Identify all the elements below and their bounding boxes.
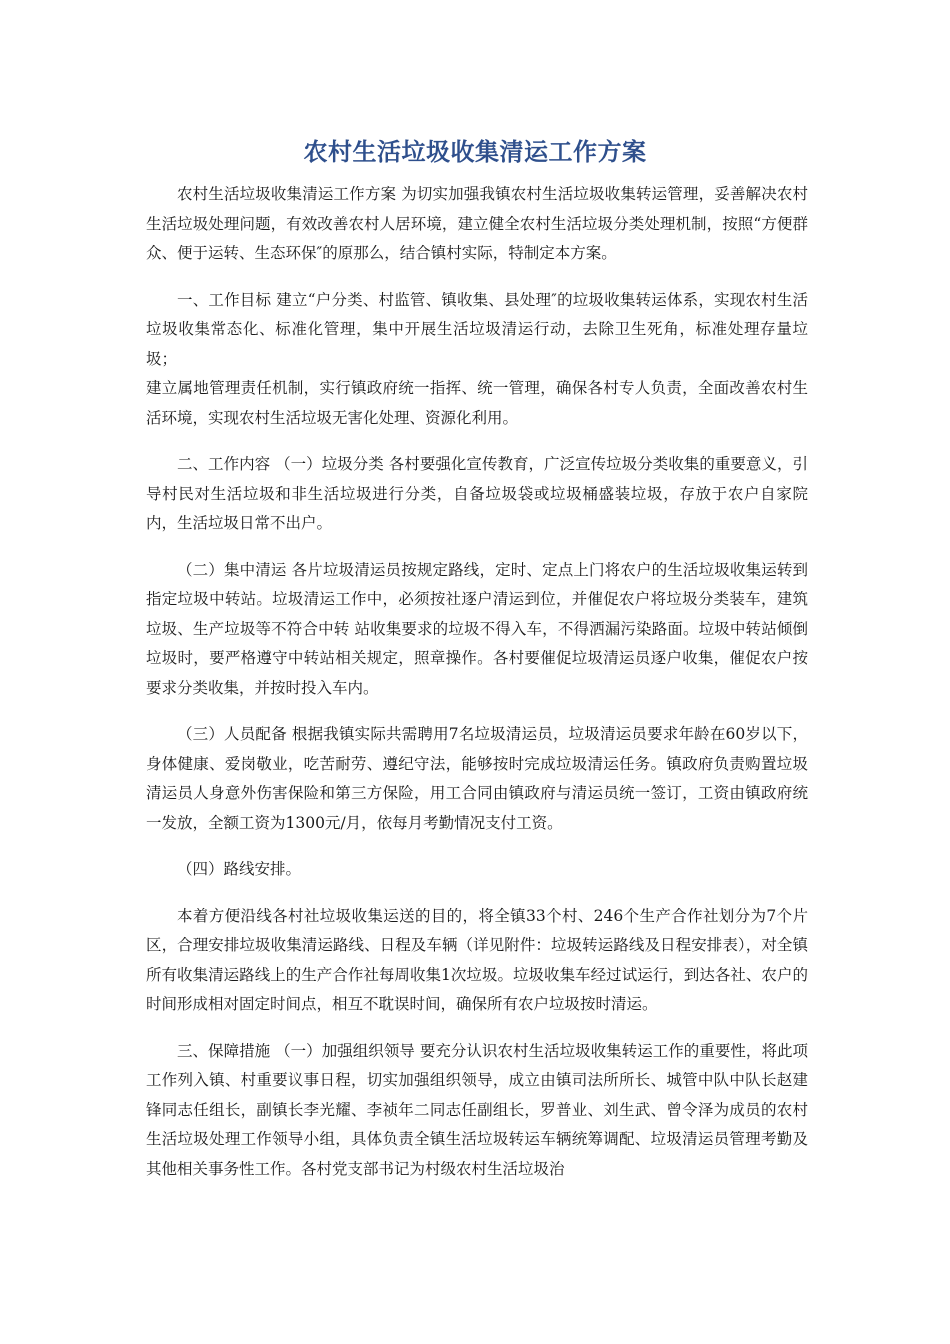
document-body [146, 180, 808, 1184]
paragraph-intro: 农村生活垃圾收集清运工作方案 为切实加强我镇农村生活垃圾收集转运管理，妥善解决农村生活垃圾处理问题，有效改善农村人居环境，建立健全农村生活垃圾分类处理机制，按照“方便群众、便于运转、生态环保″的原那么，结合镇村实际，特制定本方案。 [146, 185, 808, 262]
document-title: 农村生活垃圾收集清运工作方案 [303, 138, 647, 166]
paragraph-route-plan: 本着方便沿线各村社垃圾收集运送的目的，将全镇33个村、246个生产合作社划分为7个片区，合理安排垃圾收集清运路线、日程及车辆（详见附件：垃圾转运路线及日程安排表），对全镇所有收集清运路线上的生产合作社每周收集1次垃圾。垃圾收集车经过试运行，到达各社、农户的时间形成相对固定时间点，相互不耽误时间，确保所有农户垃圾按时清运。 [146, 906, 808, 1013]
paragraph-staffing: （三）人员配备 根据我镇实际共需聘用7名垃圾清运员，垃圾清运员要求年龄在60岁以下，身体健康、爱岗敬业，吃苦耐劳、遵纪守法，能够按时完成垃圾清运任务。镇政府负责购置垃圾清运员人身意外伤害保险和第三方保险，用工合同由镇政府与清运员统一签订，工资由镇政府统一发放，全额工资为1300元/月，依每月考勤情况支付工资。 [146, 725, 808, 832]
paragraph-centralized-clearing: （二）集中清运 各片垃圾清运员按规定路线，定时、定点上门将农户的生活垃圾收集运转到指定垃圾中转站。垃圾清运工作中，必须按社逐户清运到位，并催促农户将垃圾分类装车，建筑垃圾、生产垃圾等不符合中转 站收集要求的垃圾不得入车，不得洒漏污染路面。垃圾中转站倾倒垃圾时，要严格遵守中转站相关规定，照章操作。各村要催促垃圾清运员逐户收集，催促农户按要求分类收集，并按时投入车内。 [146, 560, 808, 697]
paragraph-work-goal: 一、工作目标 建立“户分类、村监管、镇收集、县处理″的垃圾收集转运体系，实现农村生活垃圾收集常态化、标准化管理，集中开展生活垃圾清运行动，去除卫生死角，标准处理存量垃圾； [146, 290, 808, 368]
paragraph-route-heading: （四）路线安排。 [177, 860, 302, 878]
paragraph-work-content: 二、工作内容 （一）垃圾分类 各村要强化宣传教育，广泛宣传垃圾分类收集的重要意义，引导村民对生活垃圾和非生活垃圾进行分类，自备垃圾袋或垃圾桶盛装垃圾，存放于农户自家院内，生活垃圾日常不出户。 [146, 455, 808, 532]
paragraph-responsibility: 建立属地管理责任机制，实行镇政府统一指挥、统一管理，确保各村专人负责，全面改善农村生活环境，实现农村生活垃圾无害化处理、资源化利用。 [146, 379, 808, 427]
paragraph-safeguards: 三、保障措施 （一）加强组织领导 要充分认识农村生活垃圾收集转运工作的重要性，将此项工作列入镇、村重要议事日程，切实加强组织领导，成立由镇司法所所长、城管中队中队长赵建锋同志任组长，副镇长李光耀、李祯年二同志任副组长，罗普业、刘生武、曾令泽为成员的农村生活垃圾处理工作领导小组，具体负责全镇生活垃圾转运车辆统筹调配、垃圾清运员管理考勤及其他相关事务性工作。各村党支部书记为村级农村生活垃圾治 [146, 1041, 808, 1178]
